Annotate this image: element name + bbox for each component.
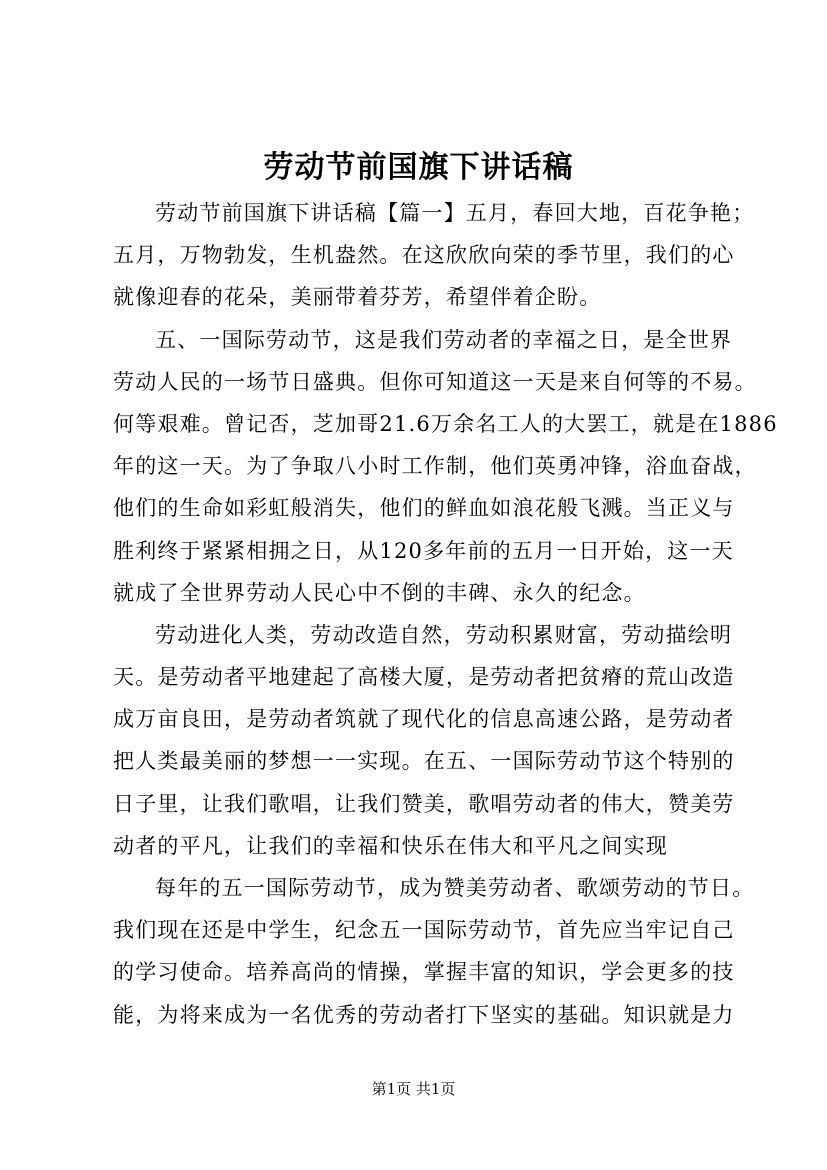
page-number-footer: 第1页 共1页 xyxy=(371,1080,456,1098)
paragraph-4-line-3: 的学习使命。培养高尚的情操，掌握丰富的知识，学会更多的技 xyxy=(113,960,735,985)
paragraph-3-line-5: 日子里，让我们歌唱，让我们赞美，歌唱劳动者的伟大，赞美劳 xyxy=(113,791,735,816)
document-title: 劳动节前国旗下讲话稿 xyxy=(263,150,574,185)
paragraph-1-line-1: 劳动节前国旗下讲话稿【篇一】五月，春回大地，百花争艳； xyxy=(155,201,755,225)
paragraph-1-line-3: 就像迎春的花朵，美丽带着芬芳，希望伴着企盼。 xyxy=(113,285,602,310)
paragraph-3-line-3: 成万亩良田，是劳动者筑就了现代化的信息高速公路，是劳动者 xyxy=(113,707,735,732)
paragraph-4-line-1: 每年的五一国际劳动节，成为赞美劳动者、歌颂劳动的节日。 xyxy=(155,876,755,900)
paragraph-4-line-2: 我们现在还是中学生，纪念五一国际劳动节，首先应当牢记自己 xyxy=(113,918,735,943)
paragraph-2-line-5: 他们的生命如彩虹般消失，他们的鲜血如浪花般飞溅。当正义与 xyxy=(113,496,735,521)
paragraph-3-line-2: 天。是劳动者平地建起了高楼大厦，是劳动者把贫瘠的荒山改造 xyxy=(113,665,735,690)
paragraph-2-line-7: 就成了全世界劳动人民心中不倒的丰碑、永久的纪念。 xyxy=(113,580,646,605)
paragraph-3-line-1: 劳动进化人类，劳动改造自然，劳动积累财富，劳动描绘明 xyxy=(155,622,733,647)
document-body xyxy=(113,192,778,1036)
paragraph-4-line-4: 能，为将来成为一名优秀的劳动者打下坚实的基础。知识就是力 xyxy=(113,1002,735,1027)
paragraph-2-line-6: 胜利终于紧紧相拥之日，从120多年前的五月一日开始，这一天 xyxy=(113,538,734,563)
paragraph-2-line-3: 何等艰难。曾记否，芝加哥21.6万余名工人的大罢工，就是在1886 xyxy=(113,411,778,436)
paragraph-2-line-2: 劳动人民的一场节日盛典。但你可知道这一天是来自何等的不易。 xyxy=(113,369,757,394)
paragraph-3-line-6: 动者的平凡，让我们的幸福和快乐在伟大和平凡之间实现 xyxy=(113,833,668,858)
paragraph-2-line-1: 五、一国际劳动节，这是我们劳动者的幸福之日，是全世界 xyxy=(155,327,733,352)
paragraph-1-line-2: 五月，万物勃发，生机盎然。在这欣欣向荣的季节里，我们的心 xyxy=(113,243,735,268)
paragraph-2-line-4: 年的这一天。为了争取八小时工作制，他们英勇冲锋，浴血奋战， xyxy=(113,454,757,479)
paragraph-3-line-4: 把人类最美丽的梦想一一实现。在五、一国际劳动节这个特别的 xyxy=(113,749,735,774)
